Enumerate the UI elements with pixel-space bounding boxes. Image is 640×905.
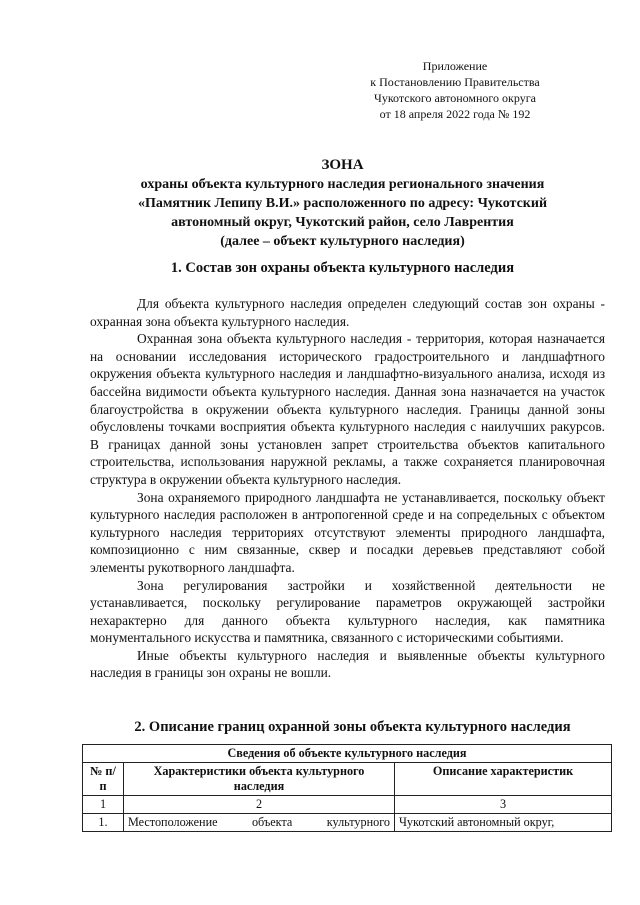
paragraph: Зона охраняемого природного ландшафта не устанавливается, поскольку объект культурного наследия расположен в антропогенной среде и на сопредельных с объектом культурного наследия территориях отсутствуют элементы природного ландшафта, композиционно с ним связанные, сквер и посадки деревьев представляют собой элементы рукотворного ландшафта. bbox=[90, 489, 605, 575]
title-heading: ЗОНА bbox=[321, 157, 364, 173]
annex-line: к Постановлению Правительства bbox=[370, 75, 540, 89]
section2-heading: 2. Описание границ охранной зоны объекта культурного наследия bbox=[134, 719, 571, 735]
table-cell: 2 bbox=[124, 796, 395, 814]
paragraph: Для объекта культурного наследия определен следующий состав зон охраны - охранная зона объекта культурного наследия. bbox=[90, 296, 605, 329]
column-header-number: № п/п bbox=[83, 763, 124, 796]
paragraph: Иные объекты культурного наследия и выявленные объекты культурного наследия в границы зон охраны не вошли. bbox=[90, 647, 605, 681]
table-cell: 1 bbox=[83, 796, 124, 814]
title-line: охраны объекта культурного наследия регионального значения bbox=[140, 177, 545, 192]
annex-header bbox=[340, 58, 570, 122]
paragraph: Охранная зона объекта культурного наследия - территория, которая назначается на основании исследования исторического градостроительного и ландшафтного окружения объекта культурного наследия и ландшафтно-визуального анализа, исходя из бассейна видимости объекта культурного наследия. Данная зона назначается на участок благоустройства в окружении объекта культурного наследия. Границы данной зоны обусловлены точками восприятия объекта культурного наследия с наилучших ракурсов. В границах данной зоны установлен запрет строительства объектов капитального строительства, использования наружной рекламы, а также сохраняется планировочная структура в окружении объекта культурного наследия. bbox=[90, 331, 605, 487]
table-cell: 3 bbox=[395, 796, 612, 814]
document-title bbox=[80, 156, 605, 251]
annex-line: Чукотского автономного округа bbox=[374, 91, 536, 105]
column-header-description: Описание характеристик bbox=[395, 763, 612, 796]
annex-line: Приложение bbox=[422, 59, 488, 73]
table-row bbox=[83, 814, 612, 832]
table-cell: 1. bbox=[83, 814, 124, 832]
annex-line: от 18 апреля 2022 года № 192 bbox=[379, 107, 531, 121]
table-caption: Сведения об объекте культурного наследия bbox=[83, 745, 612, 763]
section1-heading: 1. Состав зон охраны объекта культурного наследия bbox=[170, 260, 515, 276]
title-line: «Памятник Лепипу В.И.» расположенного по адресу: Чукотский bbox=[137, 196, 548, 211]
table-cell: Местоположение объекта культурного bbox=[124, 814, 395, 832]
paragraph: Зона регулирования застройки и хозяйственной деятельности не устанавливается, поскольку регулирование параметров окружающей застройки нехарактерно для данного объекта культурного наследия, как памятника монументального искусства и памятника, связанного с историческими событиями. bbox=[90, 577, 605, 646]
table-header-row bbox=[83, 763, 612, 796]
title-line: автономный округ, Чукотский район, село Лаврентия bbox=[171, 215, 514, 230]
title-line: (далее – объект культурного наследия) bbox=[220, 234, 465, 249]
table-index-row bbox=[83, 796, 612, 814]
table-cell: Чукотский автономный округ, bbox=[395, 814, 612, 832]
column-header-characteristics: Характеристики объекта культурного наследия bbox=[124, 763, 395, 796]
heritage-info-table bbox=[82, 744, 612, 832]
section1-body bbox=[90, 295, 605, 682]
